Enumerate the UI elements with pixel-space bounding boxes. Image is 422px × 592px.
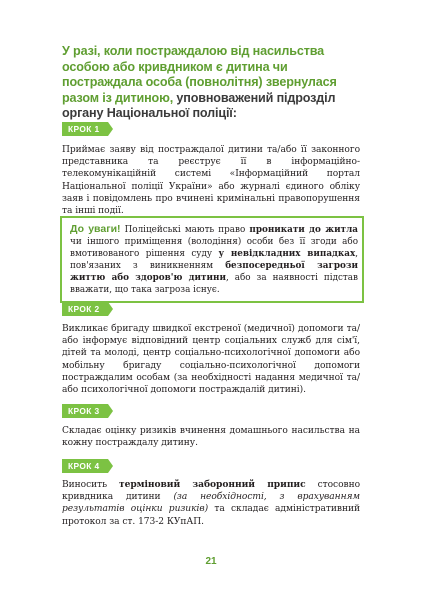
notice-text-1: Поліцейські мають право — [120, 225, 250, 235]
step-1-text: Приймає заяву від постраждалої дитини та/або її законного представника та реєструє її в інформаційно-телекомунікаційній системі «Інформаційний портал Національної поліції України» або журналі єдиного обліку заяв і повідомлень про вчинені кримінальні правопорушення та інші події. — [62, 145, 360, 217]
step-1-label: КРОК 1 — [62, 122, 108, 136]
step-4-text-end: та складає адміністративний протокол за ст. 173-2 КУпАП. — [62, 504, 360, 527]
step-4-label: КРОК 4 — [62, 459, 108, 473]
notice-text-3: , пов'язаних з виникненням — [70, 249, 358, 271]
step-4-italic: (за необхідності, з врахуванням результатів оцінки ризиків) — [62, 492, 360, 515]
notice-text-2: чи іншого приміщення (володіння) особи без її згоди або вмотивованого рішення суду — [70, 237, 358, 259]
step-3-text: Складає оцінку ризиків вчинення домашнього насильства на кожну постраждалу дитину. — [62, 426, 360, 449]
intro-heading — [62, 44, 362, 122]
step-3-label: КРОК 3 — [62, 404, 108, 418]
notice-heading: До уваги! — [70, 223, 121, 235]
notice-text-4: , або за наявності підстав вважати, що така загроза існує. — [70, 273, 358, 295]
page-number: 21 — [205, 556, 217, 567]
step-4-bold: терміновий заборонний припис — [119, 479, 306, 490]
step-4-text-start: Виносить — [62, 480, 119, 490]
notice-box — [60, 216, 364, 303]
step-2-label: КРОК 2 — [62, 302, 108, 316]
notice-bold-3: безпосередньої загрози життю або здоров'ю дитини — [70, 261, 358, 283]
intro-highlight: У разі, коли постраждалою від насильства особою або кривдником є дитина чи постраждала особа (повнолітня) звернулася разом із дитиною, — [62, 44, 337, 105]
notice-bold-2: у невідкладних випадках — [218, 249, 356, 259]
notice-bold-1: проникати до житла — [249, 225, 358, 235]
step-2-text: Викликає бригаду швидкої екстреної (медичної) допомоги та/або інформує відповідний центр соціальних служб для сім'ї, дітей та молоді, центр соціально-психологічної допомоги або мобільну бригаду соціально-психологічної допомоги постраждалим особам (за необхідності надання медичної та/або психологічної допомоги постраждалій дитині). — [62, 324, 360, 396]
intro-rest: уповноважений підрозділ органу Національної поліції: — [62, 90, 336, 120]
step-4-text — [62, 479, 360, 528]
step-4-text-mid: стосовно кривдника дитини — [62, 480, 361, 503]
